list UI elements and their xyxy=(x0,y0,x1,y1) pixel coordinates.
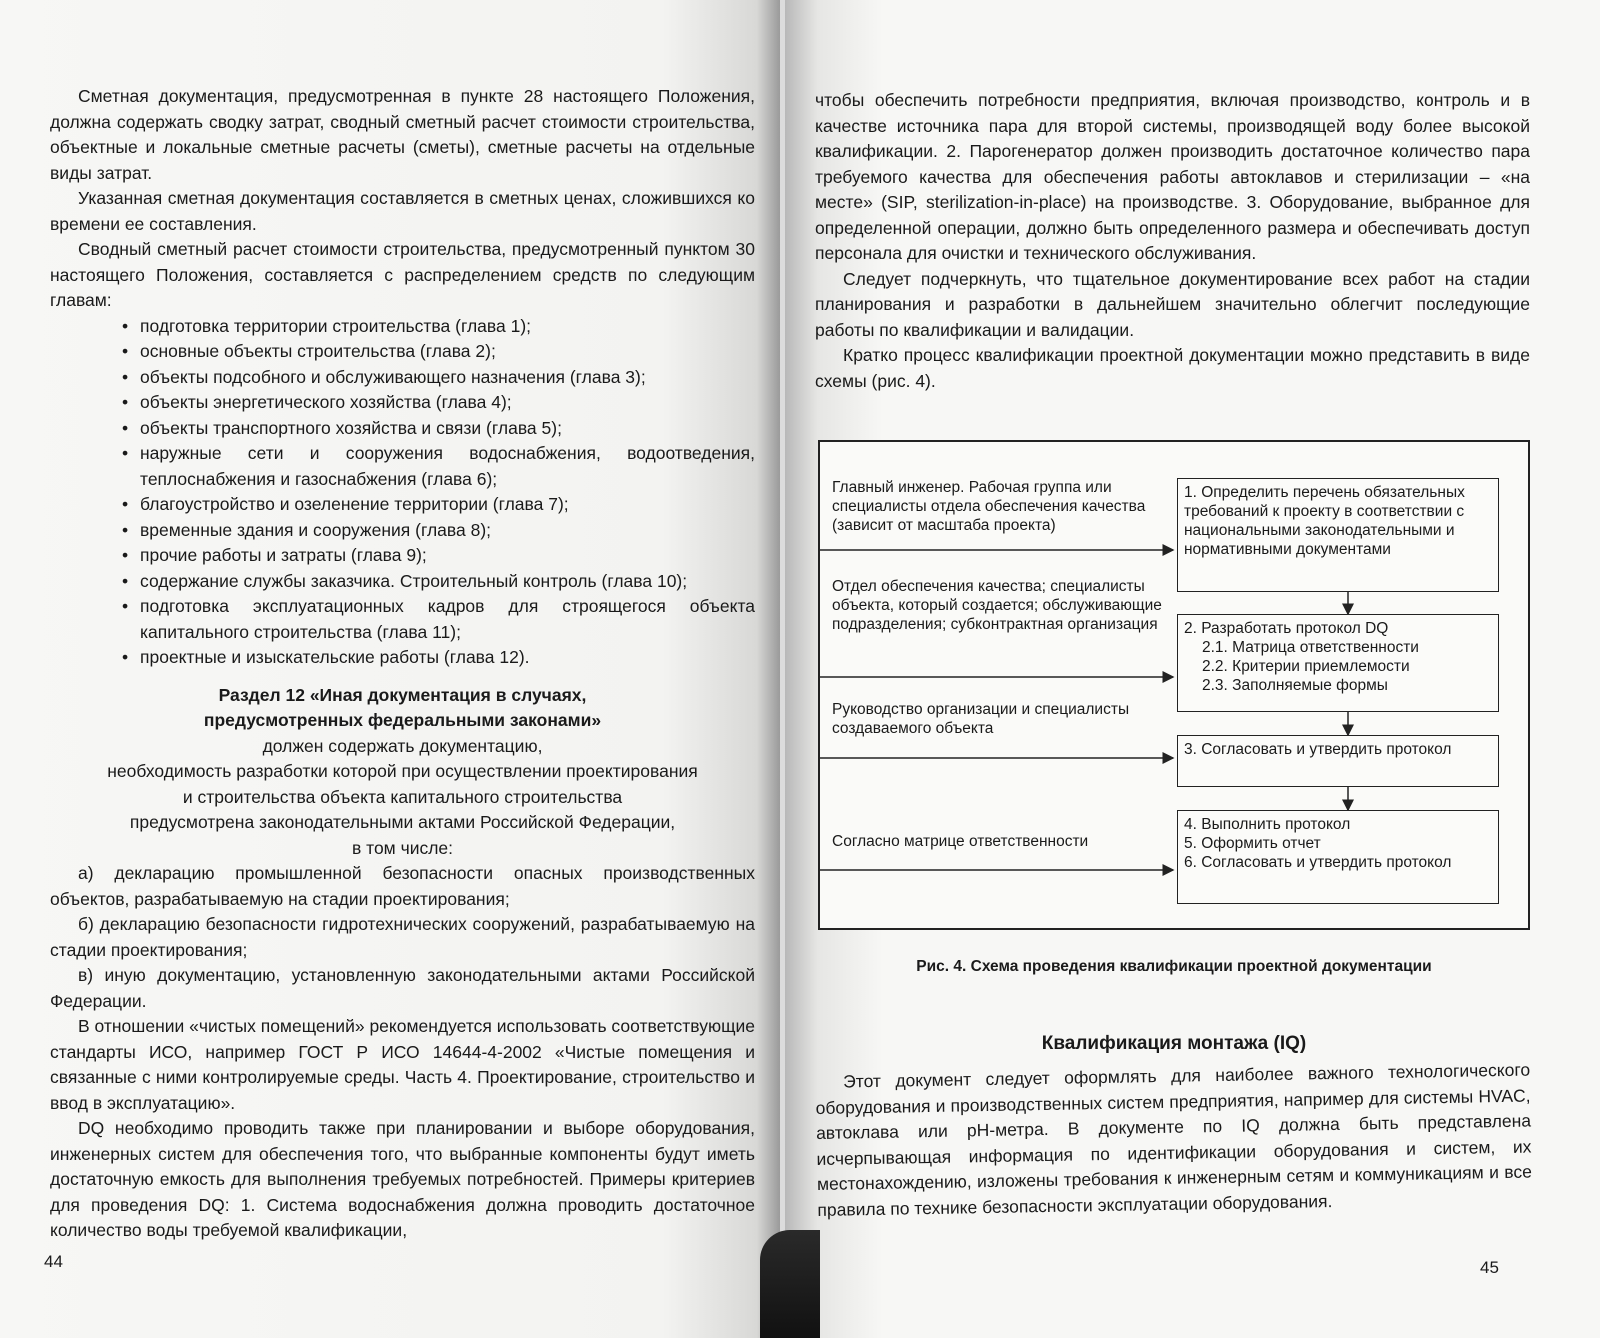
section-heading: Квалификация монтажа (IQ) xyxy=(1041,1033,1307,1054)
diagram-step-box xyxy=(1177,614,1499,712)
list-item: • подготовка эксплуатационных кадров для строящегося объекта капитального строительства (глава 11); xyxy=(122,594,755,645)
list-item: • объекты подсобного и обслуживающего назначения (глава 3); xyxy=(122,365,755,391)
paragraph: Сметная документация, предусмотренная в пункте 28 настоящего Положения, должна содержать сводку затрат, сводный сметный расчет стоимости строительства, объектные и локальные сметные расчеты (сметы), сметные расчеты на отдельные виды затрат. xyxy=(50,86,755,183)
step-line: 4. Выполнить протокол xyxy=(1184,816,1351,833)
section-body-line: необходимость разработки которой при осуществлении проектирования xyxy=(107,761,698,781)
list-item: • подготовка территории строительства (глава 1); xyxy=(122,314,755,340)
paragraph: В отношении «чистых помещений» рекомендуется использовать соответствующие стандарты ИСО, например ГОСТ Р ИСО 14644-4-2002 «Чистые помещения и связанные с ними контролируемые среды. Часть 4. Проектирование, строительство и ввод в эксплуатацию». xyxy=(50,1016,755,1113)
list-item: • объекты энергетического хозяйства (глава 4); xyxy=(122,390,755,416)
list-item: • объекты транспортного хозяйства и связи (глава 5); xyxy=(122,416,755,442)
figure-caption: Рис. 4. Схема проведения квалификации проектной документации xyxy=(916,958,1432,975)
list-item: • благоустройство и озеленение территории (глава 7); xyxy=(122,492,755,518)
right-page-text xyxy=(815,88,1530,394)
paragraph: Указанная сметная документация составляется в сметных ценах, сложившихся ко времени ее составления. xyxy=(50,188,755,234)
section-body-line: в том числе: xyxy=(351,837,454,858)
step-title: 2. Разработать протокол DQ xyxy=(1184,620,1389,637)
chapter-list xyxy=(50,314,755,671)
list-item: • проектные и изыскательские работы (глава 12). xyxy=(122,645,755,671)
list-item: • прочие работы и затраты (глава 9); xyxy=(122,543,755,569)
paragraph: в) иную документацию, установленную законодательными актами Российской Федерации. xyxy=(50,965,755,1011)
list-item: • содержание службы заказчика. Строительный контроль (глава 10); xyxy=(122,569,755,595)
step-line: 6. Согласовать и утвердить протокол xyxy=(1184,854,1452,871)
paragraph: б) декларацию безопасности гидротехнических сооружений, разрабатываемую на стадии проектирования; xyxy=(50,914,755,960)
diagram-step-box: 3. Согласовать и утвердить протокол xyxy=(1177,735,1499,787)
diagram-step-box: 1. Определить перечень обязательных требований к проекту в соответствии с национальными законодательными и нормативными документами xyxy=(1177,478,1499,592)
step-subitem: 2.2. Критерии приемлемости xyxy=(1202,658,1410,675)
step-subitem: 2.3. Заполняемые формы xyxy=(1202,677,1388,694)
book-gutter xyxy=(760,1230,820,1338)
section-heading-line: предусмотренных федеральными законами» xyxy=(203,710,602,730)
section-heading xyxy=(50,683,755,734)
iq-text xyxy=(815,1058,1533,1223)
step-subitem: 2.1. Матрица ответственности xyxy=(1202,639,1419,656)
paragraph: Кратко процесс квалификации проектной документации можно представить в виде схемы (рис. 4). xyxy=(815,345,1530,391)
section-body-line: и строительства объекта капитального строительства xyxy=(182,786,623,807)
paragraph: а) декларацию промышленной безопасности опасных производственных объектов, разрабатываемую на стадии проектирования; xyxy=(50,863,755,909)
list-item: • основные объекты строительства (глава 2); xyxy=(122,339,755,365)
paragraph: DQ необходимо проводить также при планировании и выборе оборудования, инженерных систем для обеспечения того, что выбранные компоненты будут иметь достаточную емкость для выполнения требуемых потребностей. Примеры критериев для проведения DQ: 1. Система водоснабжения должна проводить достаточное количество воды требуемой квалификации, xyxy=(50,1118,755,1240)
paragraph: Следует подчеркнуть, что тщательное документирование всех работ на стадии планирования и разработки в дальнейшем значительно облегчит последующие работы по квалификации и валидации. xyxy=(815,268,1530,340)
left-page-text xyxy=(50,84,755,1244)
diagram-actor-label: Отдел обеспечения качества; специалисты объекта, который создается; обслуживающие подразделения; субконтрактная организация xyxy=(832,578,1162,633)
diagram-actor-label: Руководство организации и специалисты создаваемого объекта xyxy=(832,701,1130,737)
diagram-actor-label: Главный инженер. Рабочая группа или специалисты отдела обеспечения качества (зависит от масштаба проекта) xyxy=(832,479,1146,534)
page-number-left: 44 xyxy=(44,1252,63,1271)
paragraph: чтобы обеспечить потребности предприятия, включая производство, контроль и в качестве источника пара для второй системы, производящей воду более высокой квалификации. 2. Парогенератор должен производить достаточное количество пара требуемого качества для обеспечения работы автоклавов и стерилизации – «на месте» (SIP, sterilization-in-place) на производстве. 3. Оборудование, выбранное для определенной операции, должно быть определенного размера и обеспечивать доступ персонала для очистки и технического обслуживания. xyxy=(815,90,1530,263)
list-item: • временные здания и сооружения (глава 8); xyxy=(122,518,755,544)
flow-diagram xyxy=(818,440,1530,930)
section-body-line: должен содержать документацию, xyxy=(262,735,543,756)
section-body xyxy=(50,734,755,862)
items xyxy=(50,861,755,1244)
section-body-line: предусмотрена законодательными актами Российской Федерации, xyxy=(129,812,676,832)
section-heading-line: Раздел 12 «Иная документация в случаях, xyxy=(218,684,587,705)
page-number-right: 45 xyxy=(1480,1258,1499,1277)
paragraph: Этот документ следует оформлять для наиболее важного технологического оборудования и производственных систем предприятия, например для системы HVAC, автоклава или pH-метра. В документе по IQ должна быть представлена исчерпывающая информация по идентификации оборудования и систем, их местонахождению, изложены требования к инженерным сетям и коммуникациям и все правила по технике безопасности эксплуатации оборудования. xyxy=(815,1059,1533,1220)
paragraph: Сводный сметный расчет стоимости строительства, предусмотренный пунктом 30 настоящего Положения, составляется с распределением средств по следующим главам: xyxy=(50,239,755,310)
diagram-step-box xyxy=(1177,810,1499,904)
diagram-actor-label: Согласно матрице ответственности xyxy=(832,833,1089,850)
step-line: 5. Оформить отчет xyxy=(1184,835,1321,852)
list-item: • наружные сети и сооружения водоснабжения, водоотведения, теплоснабжения и газоснабжения (глава 6); xyxy=(122,441,755,492)
